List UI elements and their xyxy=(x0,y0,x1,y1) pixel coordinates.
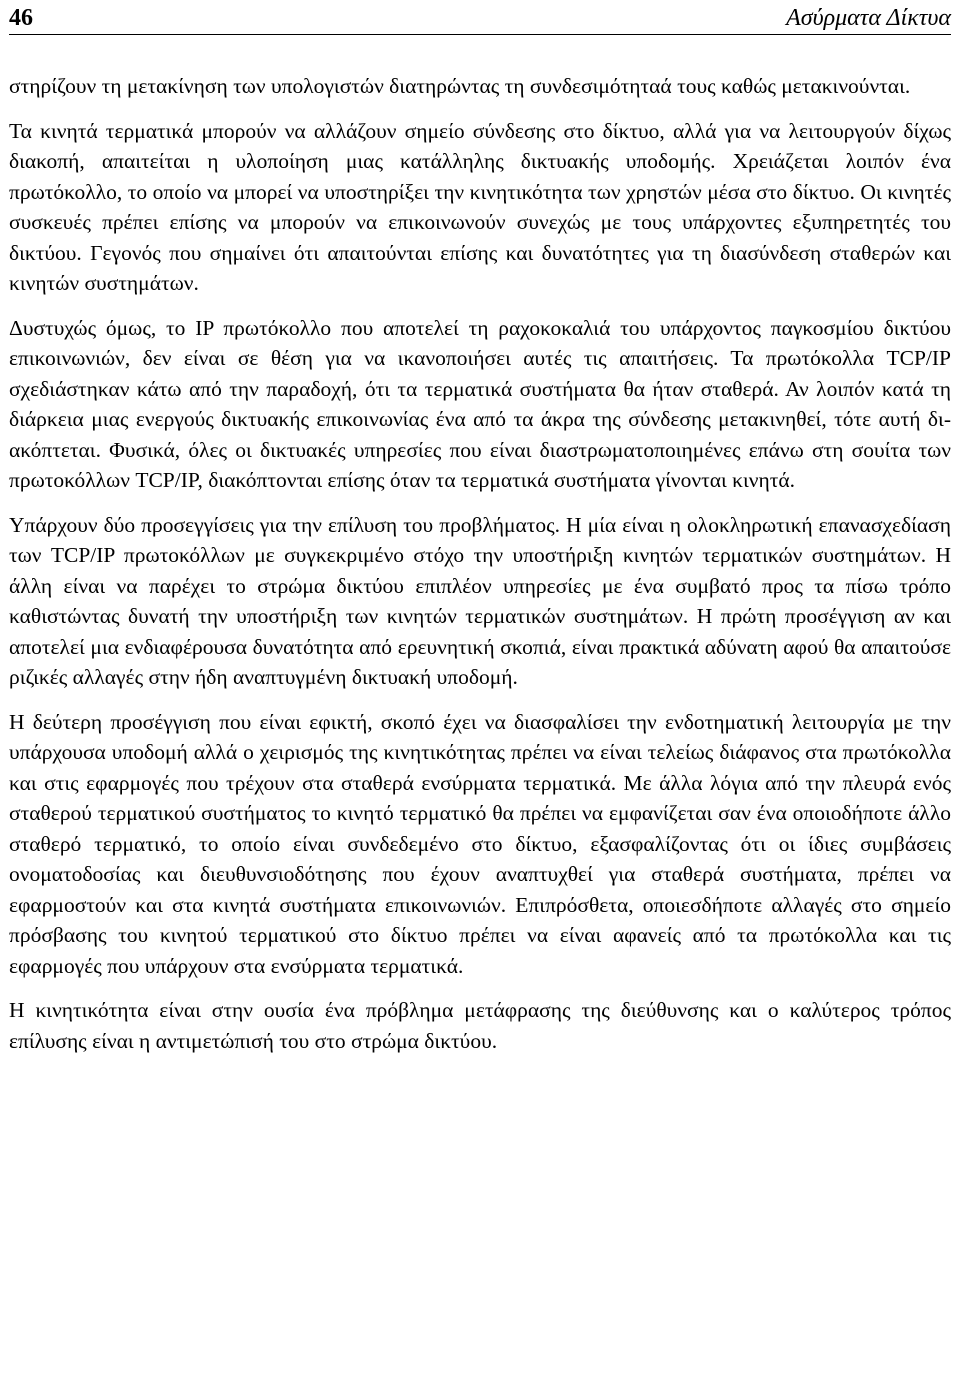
paragraph: Η κινητικότητα είναι στην ουσία ένα πρόβλημα μετάφρασης της διεύθυνσης και ο καλύτερος τρόπος επίλυσης είναι η αντιμετώπισή του στο στρώμα δικτύου. xyxy=(9,998,951,1053)
page-header xyxy=(9,0,951,35)
paragraph: στηρίζουν τη μετακίνηση των υπολογιστών διατηρώντας τη συνδεσιμότηταά τους καθώς μετακινούνται. xyxy=(9,74,911,98)
paragraph: Δυστυχώς όμως, το IP πρωτόκολλο που αποτελεί τη ραχοκοκαλιά του υπάρχοντος παγκοσμίου δικτύου επικοινωνιών, δεν είναι σε θέση για να ικανοποιήσει αυτές τις απαιτήσεις. Τα πρωτόκολλα TCP/IP σχεδιάστηκαν κάτω από την παραδοχή, ότι τα τερματικά συστήματα θα ήταν σταθερά. Αν λοιπόν κατά τη διάρκεια μιας ενεργούς δικτυακής επικοινωνίας ένα από τα άκρα της σύνδεσης μετακινηθεί, τότε αυτή διακόπτεται. Φυσικά, όλες οι δικτυακές υπηρεσίες που είναι διαστρωματοποιημένες επάνω στη σουίτα των πρωτοκόλλων TCP/IP, διακόπτονται επίσης όταν τα τερματικά συστήματα γίνονται κινητά. xyxy=(9,315,951,492)
body-text xyxy=(9,71,951,1056)
paragraph: Υπάρχουν δύο προσεγγίσεις για την επίλυση του προβλήματος. Η μία είναι η ολοκληρωτική επανασχεδίαση των TCP/IP πρωτοκόλλων με συγκεκριμένο στόχο την υποστήριξη κινητών τερματικών συστημάτων. Η άλλη είναι να παρέχει το στρώμα δικτύου επιπλέον υπηρεσίες με ένα συμβατό προς τα πίσω τρόπο καθιστώντας δυνατή την υποστήριξη των κινητών τερματικών συστημάτων. Η πρώτη προσέγγιση αν και αποτελεί μια ενδιαφέρουσα δυνατότητα από ερευνητική σκοπιά, είναι πρακτικά αδύνατη αφού θα απαιτούσε ριζικές αλλαγές στην ήδη αναπτυγμένη δικτυακή υποδομή. xyxy=(9,512,951,689)
paragraph: Η δεύτερη προσέγγιση που είναι εφικτή, σκοπό έχει να διασφαλίσει την ενδοτηματική λειτουργία με την υπάρχουσα υποδομή αλλά ο χειρισμός της κινητικότητας πρέπει να είναι τελείως διάφανος στα πρωτόκολλα και στις εφαρμογές που τρέχουν στα σταθερά ενσύρματα τερματικά. Με άλλα λόγια από την πλευρά ενός σταθερού τερματικού συστήματος το κινητό τερματικό θα πρέπει να εμφανίζεται σαν ένα οποιοδήποτε άλλο σταθερό τερματικό, το οποίο είναι συνδεδεμένο στο δίκτυο, εξασφαλίζοντας ότι οι ίδιες συμβάσεις ονοματοδοσίας και διευθυνσιοδότησης που έχουν αναπτυχθεί για σταθερά συστήματα, πρέπει να εφαρμοστούν και στα κινητά συστήματα επικοινωνιών. Επιπρόσθετα, οποιεσδήποτε αλλαγές στο σημείο πρόσβασης του κινητού τερματικού στο δίκτυο πρέπει να είναι αφανείς από τα πρωτόκολλα και τις εφαρμογές που υπάρχουν στα ενσύρματα τερματικά. xyxy=(9,709,951,978)
page-number: 46 xyxy=(9,5,33,31)
document-page xyxy=(9,0,951,1378)
paragraph: Τα κινητά τερματικά μπορούν να αλλάζουν σημείο σύνδεσης στο δίκτυο, αλλά για να λειτουργούν δίχως διακοπή, απαιτείται η υλοποίηση μιας κατάλληλης δικτυακής υποδομής. Χρειάζεται λοιπόν ένα πρωτόκολλο, το οποίο να μπορεί να υποστηρίξει την κινητικότητα των χρηστών μέσα στο δίκτυο. Οι κινητές συσκευές πρέπει επίσης να μπορούν να επικοινωνούν συνεχώς με τους υπάρχοντες εξυπηρετητές του δικτύου. Γεγονός που σημαίνει ότι απαιτούνται επίσης και δυνατότητες για τη διασύνδεση σταθερών και κινητών συστημάτων. xyxy=(9,118,951,295)
running-title: Ασύρματα Δίκτυα xyxy=(786,5,951,31)
